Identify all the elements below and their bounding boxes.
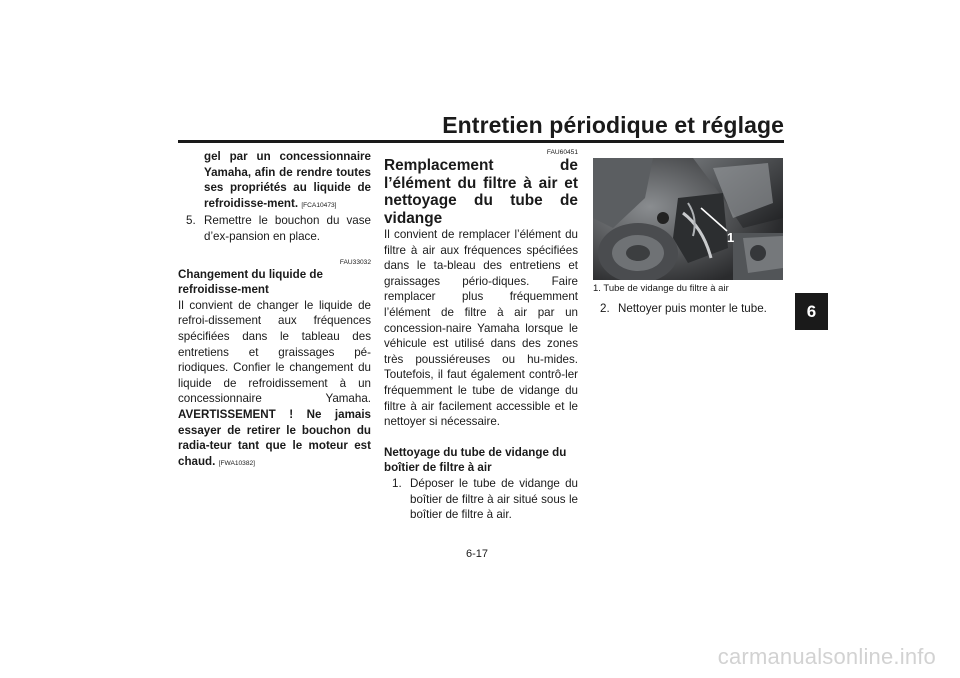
step-number: 1. (392, 476, 402, 490)
section-heading: Remplacement de l’élément du filtre à air et nettoyage du tube de vidange (384, 157, 578, 227)
header-rule (178, 140, 784, 143)
warning-code: [FCA10473] (301, 201, 337, 209)
column-1 (178, 149, 371, 471)
section-body: Il convient de changer le liquide de refroi-dissement aux fréquences spécifiées dans le tableau des entretiens et graissages pé-riodiques. Confier le changement du liquide de refroidissement à un concessionnaire Yamaha. AVERTISSEMENT ! Ne jamais essayer de retirer le bouchon du radia-teur tant que le moteur est chaud. [FWA10382] (178, 298, 371, 468)
watermark: carmanualsonline.info (717, 644, 936, 669)
section-body: Il convient de remplacer l’élément du filtre à air aux fréquences spécifiées dans le ta-bleau des entretiens et graissages pério-diques. Faire remplacer plus fréquemment l’élément de filtre à air par un concession-naire Yamaha lorsque le véhicule est utilisé dans des zones très poussiéreuses ou hu-mides. Toutefois, il faut également contrô-ler fréquemment le tube de vidange du filtre à air facilement accessible et le nettoyer si nécessaire. (384, 228, 578, 429)
figure-caption: 1. Tube de vidange du filtre à air (593, 283, 729, 294)
warning-continuation: gel par un concessionnaire Yamaha, afin de rendre toutes ses propriétés au liquide de refroidisse-ment. [FCA10473] (204, 150, 371, 210)
page-title: Entretien périodique et réglage (442, 112, 784, 138)
column-2 (384, 149, 578, 523)
chapter-tab: 6 (795, 293, 828, 330)
section-heading: Changement du liquide de refroidisse-ment (178, 267, 323, 297)
section-code: FAU60451 (546, 149, 578, 156)
page-number: 6-17 (466, 548, 489, 560)
warning-text: AVERTISSEMENT ! Ne jamais essayer de retirer le bouchon du radia-teur tant que le moteur est chaud. (178, 407, 371, 468)
warning-code: [FWA10382] (218, 459, 256, 467)
callout-number: 1 (727, 230, 735, 245)
section-code: FAU33032 (339, 258, 371, 266)
step-text: Déposer le tube de vidange du boîtier de filtre à air situé sous le boîtier de filtre à air. (410, 476, 578, 522)
step-5 (178, 213, 371, 244)
step-1 (384, 476, 578, 523)
step-2 (592, 301, 784, 317)
air-filter-photo (593, 158, 783, 280)
step-text: Nettoyer puis monter le tube. (618, 302, 767, 315)
step-number: 5. (186, 214, 196, 228)
step-text: Remettre le bouchon du vase d’ex-pansion en place. (204, 214, 371, 243)
column-3 (592, 158, 784, 317)
subsection-heading: Nettoyage du tube de vidange du boîtier de filtre à air (384, 445, 567, 475)
step-number: 2. (600, 302, 610, 315)
motorcycle-photo-illustration (593, 158, 783, 280)
